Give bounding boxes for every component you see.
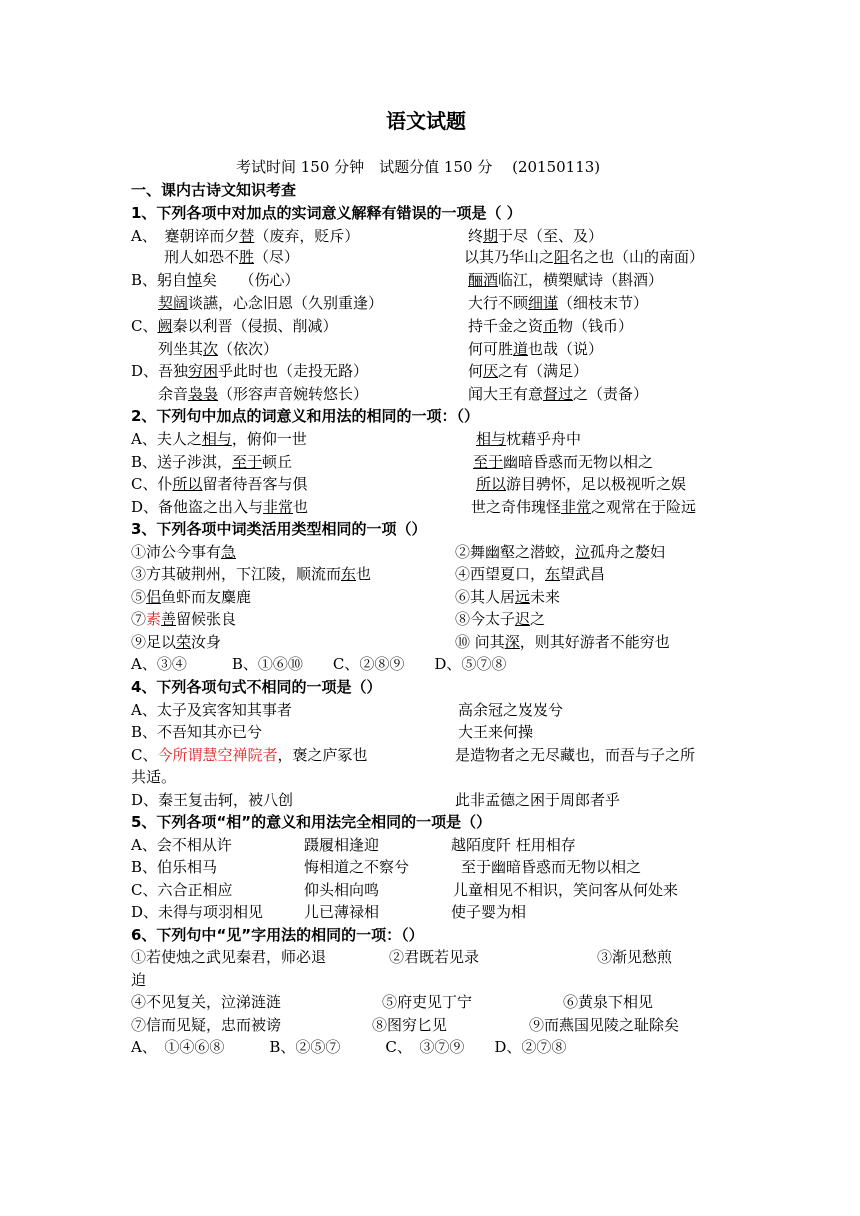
section-heading: 一、课内古诗文知识考查 bbox=[131, 181, 297, 199]
q1-option-d-3: 余音袅袅（形容声音婉转悠长） bbox=[158, 385, 369, 403]
q6-item-6: ⑥黄泉下相见 bbox=[563, 993, 654, 1011]
q1-option-c-2: 持千金之资币物（钱币） bbox=[468, 317, 634, 335]
q3-item-1: ①沛公今事有急 bbox=[131, 543, 237, 561]
q5-row-a-1: A、会不相从许 bbox=[131, 836, 232, 854]
question-2-stem: 2、下列句中加点的词意义和用法的相同的一项：（） bbox=[131, 407, 479, 425]
q4-option-c-3: 共适。 bbox=[131, 768, 177, 786]
q3-item-5: ⑤侣鱼虾而友麋鹿 bbox=[131, 588, 252, 606]
q2-option-b-2: 至于幽暗昏惑而无物以相之 bbox=[473, 453, 654, 471]
q4-option-b-2: 大王来何操 bbox=[458, 723, 534, 741]
q5-row-d-2: 儿已薄禄相 bbox=[304, 903, 380, 921]
q1-option-d-4: 闻大王有意督过之（责备） bbox=[468, 385, 649, 403]
q3-item-6: ⑥其人居远未来 bbox=[455, 588, 561, 606]
q4-option-c-1: C、今所谓慧空禅院者，褒之庐冢也 bbox=[131, 746, 368, 764]
q4-option-c-2: 是造物者之无尽藏也，而吾与子之所 bbox=[455, 746, 696, 764]
q2-option-b-1: B、送子涉淇，至于顿丘 bbox=[131, 453, 293, 471]
q1-option-a-1: A、 蹇朝谇而夕替（废弃，贬斥） bbox=[131, 227, 360, 245]
q6-item-3-cont: 迫 bbox=[131, 971, 147, 989]
q1-option-a-4: 以其乃华山之阳名之也（山的南面） bbox=[464, 248, 705, 266]
exam-info: 考试时间 150 分钟 试题分值 150 分 (20150113) bbox=[236, 158, 601, 176]
q6-options: A、 ①④⑥⑧ B、②⑤⑦ C、 ③⑦⑨ D、②⑦⑧ bbox=[131, 1038, 567, 1056]
q1-option-d-1: D、吾独穷困乎此时也（走投无路） bbox=[131, 362, 369, 380]
q5-row-a-3: 越陌度阡 枉用相存 bbox=[451, 836, 576, 854]
q3-options: A、③④ B、①⑥⑩ C、②⑧⑨ D、⑤⑦⑧ bbox=[131, 655, 507, 673]
q6-item-1: ①若使烛之武见秦君，师必退 bbox=[131, 948, 327, 966]
q2-option-d-1: D、备他盗之出入与非常也 bbox=[131, 498, 309, 516]
q6-item-5: ⑤府吏见丁宁 bbox=[382, 993, 473, 1011]
q5-row-c-1: C、六合正相应 bbox=[131, 881, 233, 899]
q3-item-7: ⑦素善留候张良 bbox=[131, 610, 237, 628]
q3-item-10: ⑩ 问其深，则其好游者不能穷也 bbox=[455, 633, 670, 651]
q3-item-3: ③方其破荆州，下江陵，顺流而东也 bbox=[131, 565, 372, 583]
q1-option-d-2: 何厌之有（满足） bbox=[468, 362, 589, 380]
q3-item-4: ④西望夏口，东望武昌 bbox=[455, 565, 606, 583]
question-3-stem: 3、下列各项中词类活用类型相同的一项（） bbox=[131, 520, 427, 538]
q4-option-a-2: 高余冠之岌岌兮 bbox=[458, 701, 564, 719]
q2-option-c-2: 所以游目骋怀，足以极视听之娱 bbox=[476, 475, 687, 493]
q6-item-3: ③渐见愁煎 bbox=[597, 948, 673, 966]
q1-option-b-1: B、躬自悼矣 （伤心） bbox=[131, 271, 300, 289]
q6-item-4: ④不见复关，泣涕涟涟 bbox=[131, 993, 282, 1011]
q1-option-c-1: C、阙秦以利晋（侵损、削减） bbox=[131, 317, 338, 335]
q5-row-c-2: 仰头相向鸣 bbox=[304, 881, 380, 899]
q5-row-c-3: 儿童相见不相识，笑问客从何处来 bbox=[453, 881, 679, 899]
q1-option-a-2: 终期于尽（至、及） bbox=[468, 227, 604, 245]
page-title: 语文试题 bbox=[386, 109, 466, 133]
q4-option-d-1: D、秦王复击轲，被八创 bbox=[131, 791, 294, 809]
q5-row-d-1: D、未得与项羽相见 bbox=[131, 903, 264, 921]
q1-option-a-3: 刑人如恐不胜（尽） bbox=[164, 248, 300, 266]
q3-item-2: ②舞幽壑之潜蛟，泣孤舟之嫠妇 bbox=[455, 543, 666, 561]
q4-option-d-2: 此非孟德之困于周郎者乎 bbox=[455, 791, 621, 809]
q1-option-b-2: 酾酒临江，横槊赋诗（斟酒） bbox=[468, 271, 664, 289]
q3-item-9: ⑨足以荣汝身 bbox=[131, 633, 222, 651]
q5-row-b-2: 悔相道之不察兮 bbox=[304, 858, 410, 876]
q6-item-8: ⑧图穷匕见 bbox=[372, 1016, 448, 1034]
q2-option-c-1: C、仆所以留者待吾客与俱 bbox=[131, 475, 308, 493]
q2-option-d-2: 世之奇伟瑰怪非常之观常在于险远 bbox=[471, 498, 697, 516]
q2-option-a-1: A、夫人之相与，俯仰一世 bbox=[131, 430, 307, 448]
question-1-stem: 1、下列各项中对加点的实词意义解释有错误的一项是（ ） bbox=[131, 204, 522, 222]
q6-item-2: ②君既若见录 bbox=[389, 948, 480, 966]
q5-row-d-3: 使子婴为相 bbox=[451, 903, 527, 921]
question-5-stem: 5、下列各项“相”的意义和用法完全相同的一项是（） bbox=[131, 813, 492, 831]
q4-option-b-1: B、不吾知其亦已兮 bbox=[131, 723, 263, 741]
q4-option-a-1: A、太子及宾客知其事者 bbox=[131, 701, 292, 719]
q3-item-8: ⑧今太子迟之 bbox=[455, 610, 546, 628]
q1-option-c-4: 何可胜道也哉（说） bbox=[468, 340, 604, 358]
q1-option-b-4: 大行不顾细谨（细枝末节） bbox=[468, 294, 649, 312]
q5-row-b-1: B、伯乐相马 bbox=[131, 858, 218, 876]
q1-option-c-3: 列坐其次（依次） bbox=[158, 340, 279, 358]
q5-row-a-2: 蹑履相逢迎 bbox=[304, 836, 380, 854]
q6-item-7: ⑦信而见疑，忠而被谤 bbox=[131, 1016, 282, 1034]
question-6-stem: 6、下列句中“见”字用法的相同的一项：（） bbox=[131, 926, 424, 944]
question-4-stem: 4、下列各项句式不相同的一项是（） bbox=[131, 678, 382, 696]
q2-option-a-2: 相与枕藉乎舟中 bbox=[476, 430, 582, 448]
q6-item-9: ⑨而燕国见陵之耻除矣 bbox=[529, 1016, 680, 1034]
q5-row-b-3: 至于幽暗昏惑而无物以相之 bbox=[461, 858, 642, 876]
q1-option-b-3: 契阔谈讌，心念旧恩（久别重逢） bbox=[158, 294, 384, 312]
